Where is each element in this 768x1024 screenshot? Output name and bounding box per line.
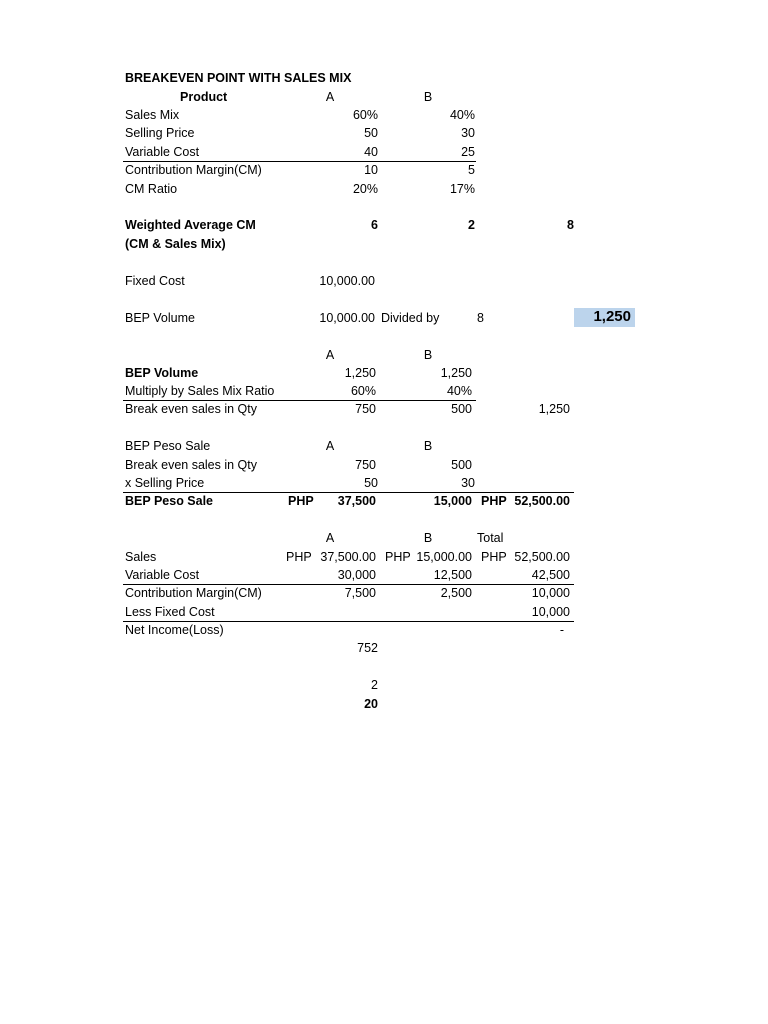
x-selling-price-b: 30 — [461, 476, 475, 490]
sales-currency-total: PHP — [481, 550, 507, 564]
section4-b-header: B — [423, 531, 433, 545]
section2-b-header: B — [423, 348, 433, 362]
variable-cost-label: Variable Cost — [125, 145, 200, 159]
product-b-header: B — [423, 90, 433, 104]
sales-currency-a: PHP — [286, 550, 312, 564]
cm-ratio-label: CM Ratio — [125, 182, 178, 196]
sales-b: 15,000.00 — [416, 550, 472, 564]
multiply-label: Multiply by Sales Mix Ratio — [125, 384, 275, 398]
s4-variable-cost-a: 30,000 — [337, 568, 376, 582]
bep-volume-result: 1,250 — [593, 308, 631, 325]
s4-variable-cost-b: 12,500 — [433, 568, 472, 582]
net-income-label: Net Income(Loss) — [125, 623, 224, 637]
s4-cm-label: Contribution Margin(CM) — [125, 586, 262, 600]
sales-a: 37,500.00 — [320, 550, 376, 564]
extra-value-20: 20 — [364, 697, 378, 711]
bep-peso-currency-a: PHP — [288, 494, 314, 508]
s4-cm-b: 2,500 — [440, 586, 472, 600]
sales-label: Sales — [125, 550, 157, 564]
sales-currency-b: PHP — [385, 550, 411, 564]
variable-cost-b: 25 — [461, 145, 475, 159]
x-selling-price-label: x Selling Price — [125, 476, 205, 490]
sales-mix-b: 40% — [449, 108, 475, 122]
extra-value-752: 752 — [357, 641, 378, 655]
wacm-total: 8 — [567, 218, 574, 232]
divisor-value: 8 — [477, 311, 484, 325]
selling-price-b: 30 — [461, 126, 475, 140]
bep-peso-sale-b: 15,000 — [433, 494, 472, 508]
x-selling-price-a: 50 — [364, 476, 378, 490]
bep-peso-sale-label: BEP Peso Sale — [125, 494, 214, 508]
sales-mix-a: 60% — [352, 108, 378, 122]
s4-cm-a: 7,500 — [344, 586, 376, 600]
section2-bep-volume-a: 1,250 — [344, 366, 376, 380]
net-income-total: - — [559, 623, 564, 637]
cm-a: 10 — [364, 163, 378, 177]
variable-cost-a: 40 — [364, 145, 378, 159]
multiply-a: 60% — [350, 384, 376, 398]
be-sales-qty-b: 500 — [451, 402, 472, 416]
s4-cm-total: 10,000 — [531, 586, 570, 600]
section2-bep-volume-label: BEP Volume — [125, 366, 199, 380]
sheet-title: BREAKEVEN POINT WITH SALES MIX — [125, 71, 352, 85]
sales-total: 52,500.00 — [514, 550, 570, 564]
be-sales-qty-label: Break even sales in Qty — [125, 402, 258, 416]
bep-volume-label: BEP Volume — [125, 311, 195, 325]
selling-price-label: Selling Price — [125, 126, 195, 140]
wacm-a: 6 — [371, 218, 378, 232]
bep-peso-currency-total: PHP — [481, 494, 507, 508]
sales-mix-label: Sales Mix — [125, 108, 180, 122]
bep-peso-sale-a: 37,500 — [337, 494, 376, 508]
bep-peso-sale-total: 52,500.00 — [514, 494, 570, 508]
multiply-b: 40% — [446, 384, 472, 398]
cm-ratio-a: 20% — [352, 182, 378, 196]
section3-b-header: B — [423, 439, 433, 453]
cm-b: 5 — [468, 163, 475, 177]
extra-value-2: 2 — [371, 678, 378, 692]
divided-by-label: Divided by — [381, 311, 440, 325]
product-header-label: Product — [180, 90, 228, 104]
bep-peso-header-label: BEP Peso Sale — [125, 439, 211, 453]
product-a-header: A — [325, 90, 335, 104]
be-sales-qty-a: 750 — [355, 402, 376, 416]
be-sales-qty-total: 1,250 — [538, 402, 570, 416]
section3-be-sales-b: 500 — [451, 458, 472, 472]
section2-bep-volume-b: 1,250 — [440, 366, 472, 380]
selling-price-a: 50 — [364, 126, 378, 140]
section3-a-header: A — [325, 439, 335, 453]
less-fixed-cost-label: Less Fixed Cost — [125, 605, 215, 619]
cm-ratio-b: 17% — [449, 182, 475, 196]
less-fixed-cost-total: 10,000 — [531, 605, 570, 619]
wacm-sublabel: (CM & Sales Mix) — [125, 237, 226, 251]
s4-variable-cost-total: 42,500 — [531, 568, 570, 582]
s4-variable-cost-label: Variable Cost — [125, 568, 200, 582]
section4-total-header: Total — [477, 531, 504, 545]
bep-volume-value: 10,000.00 — [319, 311, 375, 325]
cm-label: Contribution Margin(CM) — [125, 163, 262, 177]
section4-a-header: A — [325, 531, 335, 545]
fixed-cost-label: Fixed Cost — [125, 274, 185, 288]
wacm-label: Weighted Average CM — [125, 218, 256, 232]
section2-a-header: A — [325, 348, 335, 362]
wacm-b: 2 — [468, 218, 475, 232]
section3-be-sales-label: Break even sales in Qty — [125, 458, 258, 472]
section3-be-sales-a: 750 — [355, 458, 376, 472]
fixed-cost-value: 10,000.00 — [319, 274, 375, 288]
